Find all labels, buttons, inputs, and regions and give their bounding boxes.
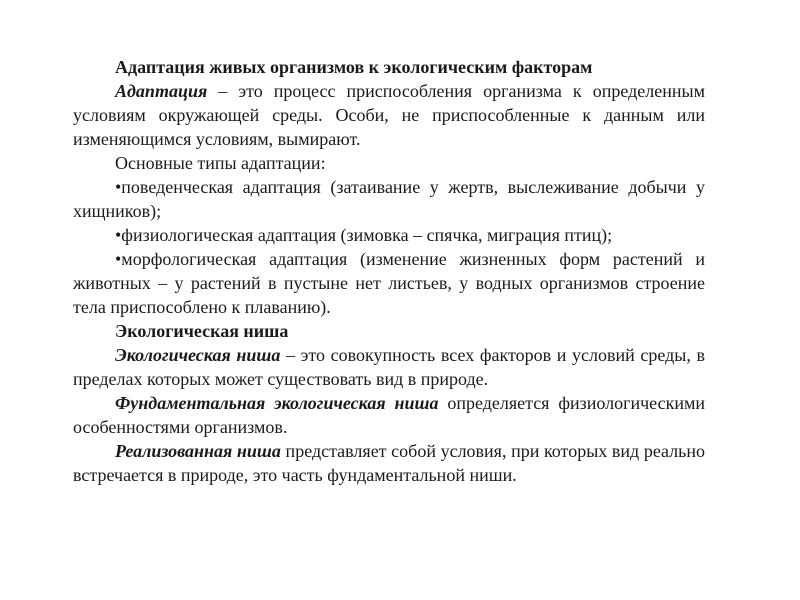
definition-text: – это процесс приспособления организма к определенным условиям окружающей среды. Особи, не приспособленные к данным или изменяющимся условиям, вымирают. bbox=[73, 81, 705, 149]
term-adaptation: Адаптация bbox=[115, 81, 208, 101]
list-item-physiological: •физиологическая адаптация (зимовка – спячка, миграция птиц); bbox=[115, 225, 613, 245]
section-title-niche: Экологическая ниша bbox=[115, 321, 289, 341]
definition-text: определяется физиологическими особенностями организмов. bbox=[73, 393, 705, 437]
list-item-behavioral: •поведенческая адаптация (затаивание у жертв, выслеживание добычи у хищников); bbox=[73, 177, 705, 221]
document-body bbox=[73, 55, 705, 487]
paragraph-niche-definition bbox=[73, 343, 705, 391]
paragraph-fundamental-niche bbox=[73, 391, 705, 439]
list-item-morphological: •морфологическая адаптация (изменение жизненных форм растений и животных – у растений в пустыне нет листьев, у водных организмов строение тела приспособлено к плаванию). bbox=[73, 249, 705, 317]
definition-text: – это совокупность всех факторов и условий среды, в пределах которых может существовать вид в природе. bbox=[73, 345, 705, 389]
section-title-adaptation: Адаптация живых организмов к экологическим факторам bbox=[115, 57, 593, 77]
paragraph-adaptation-definition bbox=[73, 79, 705, 151]
types-heading: Основные типы адаптации: bbox=[115, 153, 326, 173]
term-fundamental-niche: Фундаментальная экологическая ниша bbox=[115, 393, 439, 413]
term-realized-niche: Реализованная ниша bbox=[115, 441, 281, 461]
definition-text: представляет собой условия, при которых вид реально встречается в природе, это часть фундаментальной ниши. bbox=[73, 441, 706, 485]
paragraph-realized-niche bbox=[73, 439, 705, 487]
term-niche: Экологическая ниша bbox=[115, 345, 281, 365]
